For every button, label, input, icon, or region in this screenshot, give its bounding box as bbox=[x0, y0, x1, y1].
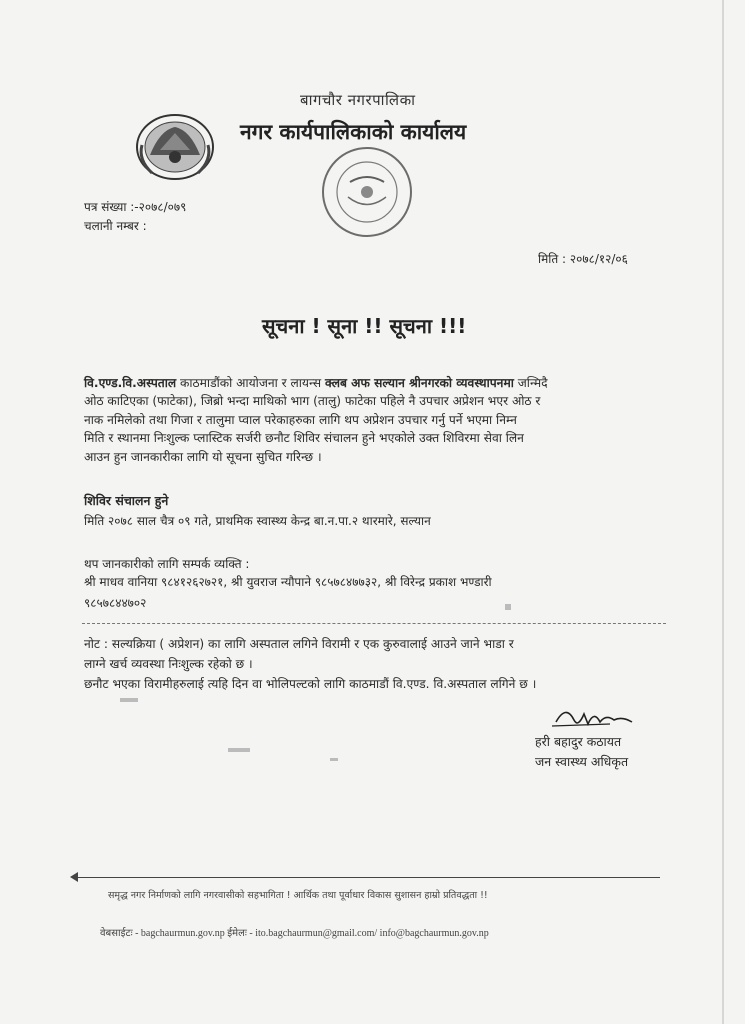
divider bbox=[82, 623, 666, 624]
body-text-b: जन्मिदै ओठ काटिएका (फाटेका), जिब्रो भन्दा माथिको भाग (तालु) फाटेका पहिले नै उपचार अप्रेशन भएर ओठ र नाक नमिलेको तथा गिजा र तालुमा प्वाल परेकाहरुका लागि थप अप्रेशन उपचार गर्नु पर्ने भएमा निम्न मिति र स्थानमा निःशुल्क प्लास्टिक सर्जरी छनौट शिविर संचालन हुने भएकोले उक्त शिविरमा सेवा लिन आउन हुन जानकारीका लागि यो सूचना सुचित गरिन्छ । bbox=[84, 376, 548, 464]
office-stamp-seal bbox=[312, 142, 422, 242]
lions-club-name: क्लब अफ सल्यान श्रीनगरको व्यवस्थापनमा bbox=[325, 376, 514, 390]
hospital-name: वि.एण्ड.वि.अस्पताल bbox=[84, 376, 177, 390]
nepal-emblem-logo bbox=[130, 105, 220, 185]
page-edge bbox=[722, 0, 724, 1024]
camp-title: शिविर संचालन हुने bbox=[84, 493, 169, 508]
note-text: नोट : सल्यक्रिया ( अप्रेशन) का लागि अस्पताल लगिने विरामी र एक कुरुवालाई आउने जाने भाडा र लाग्ने खर्च व्यवस्था निःशुल्क रहेको छ । छनौट भएका विरामीहरुलाई त्यहि दिन वा भोलिपल्टको लागि काठमाडौं वि.एण्ड. वि.अस्पताल लगिने छ । bbox=[84, 637, 537, 691]
footer-rule bbox=[75, 877, 660, 878]
scan-speck bbox=[330, 758, 338, 761]
dispatch-number: चलानी नम्बर : bbox=[84, 219, 147, 233]
letter-date: मिति : २०७८/१२/०६ bbox=[538, 252, 628, 266]
letter-number: पत्र संख्या :-२०७८/०७९ bbox=[84, 200, 187, 214]
notice-body bbox=[84, 374, 684, 466]
signature-scribble bbox=[548, 700, 648, 732]
body-text-a: काठमाडौंको आयोजना र लायन्स bbox=[176, 376, 326, 390]
notice-heading: सूचना ! सूना !! सूचना !!! bbox=[262, 314, 467, 338]
footer-contact: वेबसाईटः - bagchaurmun.gov.np ईमेलः - ito.bagchaurmun@gmail.com/ info@bagchaurmun.gov.np bbox=[100, 928, 489, 939]
scan-speck bbox=[228, 748, 250, 752]
contact-persons: श्री माधव वानिया ९८४१२६२७२१, श्री युवराज न्यौपाने ९८५७८४७७३२, श्री विरेन्द्र प्रकाश भण्डारी bbox=[84, 575, 492, 589]
scan-speck bbox=[120, 698, 138, 702]
municipality-name: बागचौर नगरपालिका bbox=[300, 91, 416, 109]
footer-motto: समृद्ध नगर निर्माणको लागि नगरवासीको सहभागिता ! आर्थिक तथा पूर्वाधार विकास सुशासन हाम्रो प्रतिवद्धता !! bbox=[108, 890, 488, 901]
contact-persons-cont: ९८५७८४४७०२ bbox=[84, 596, 147, 610]
office-name: नगर कार्यपालिकाको कार्यालय bbox=[240, 120, 467, 144]
signatory-title: जन स्वास्थ्य अधिकृत bbox=[535, 754, 629, 769]
contact-title: थप जानकारीको लागि सम्पर्क व्यक्ति : bbox=[84, 557, 250, 571]
scan-speck bbox=[505, 604, 511, 610]
signatory-name: हरी बहादुर कठायत bbox=[535, 734, 622, 749]
camp-details: मिति २०७८ साल चैत्र ०९ गते, प्राथमिक स्वास्थ्य केन्द्र बा.न.पा.२ थारमारे, सल्यान bbox=[84, 514, 431, 528]
